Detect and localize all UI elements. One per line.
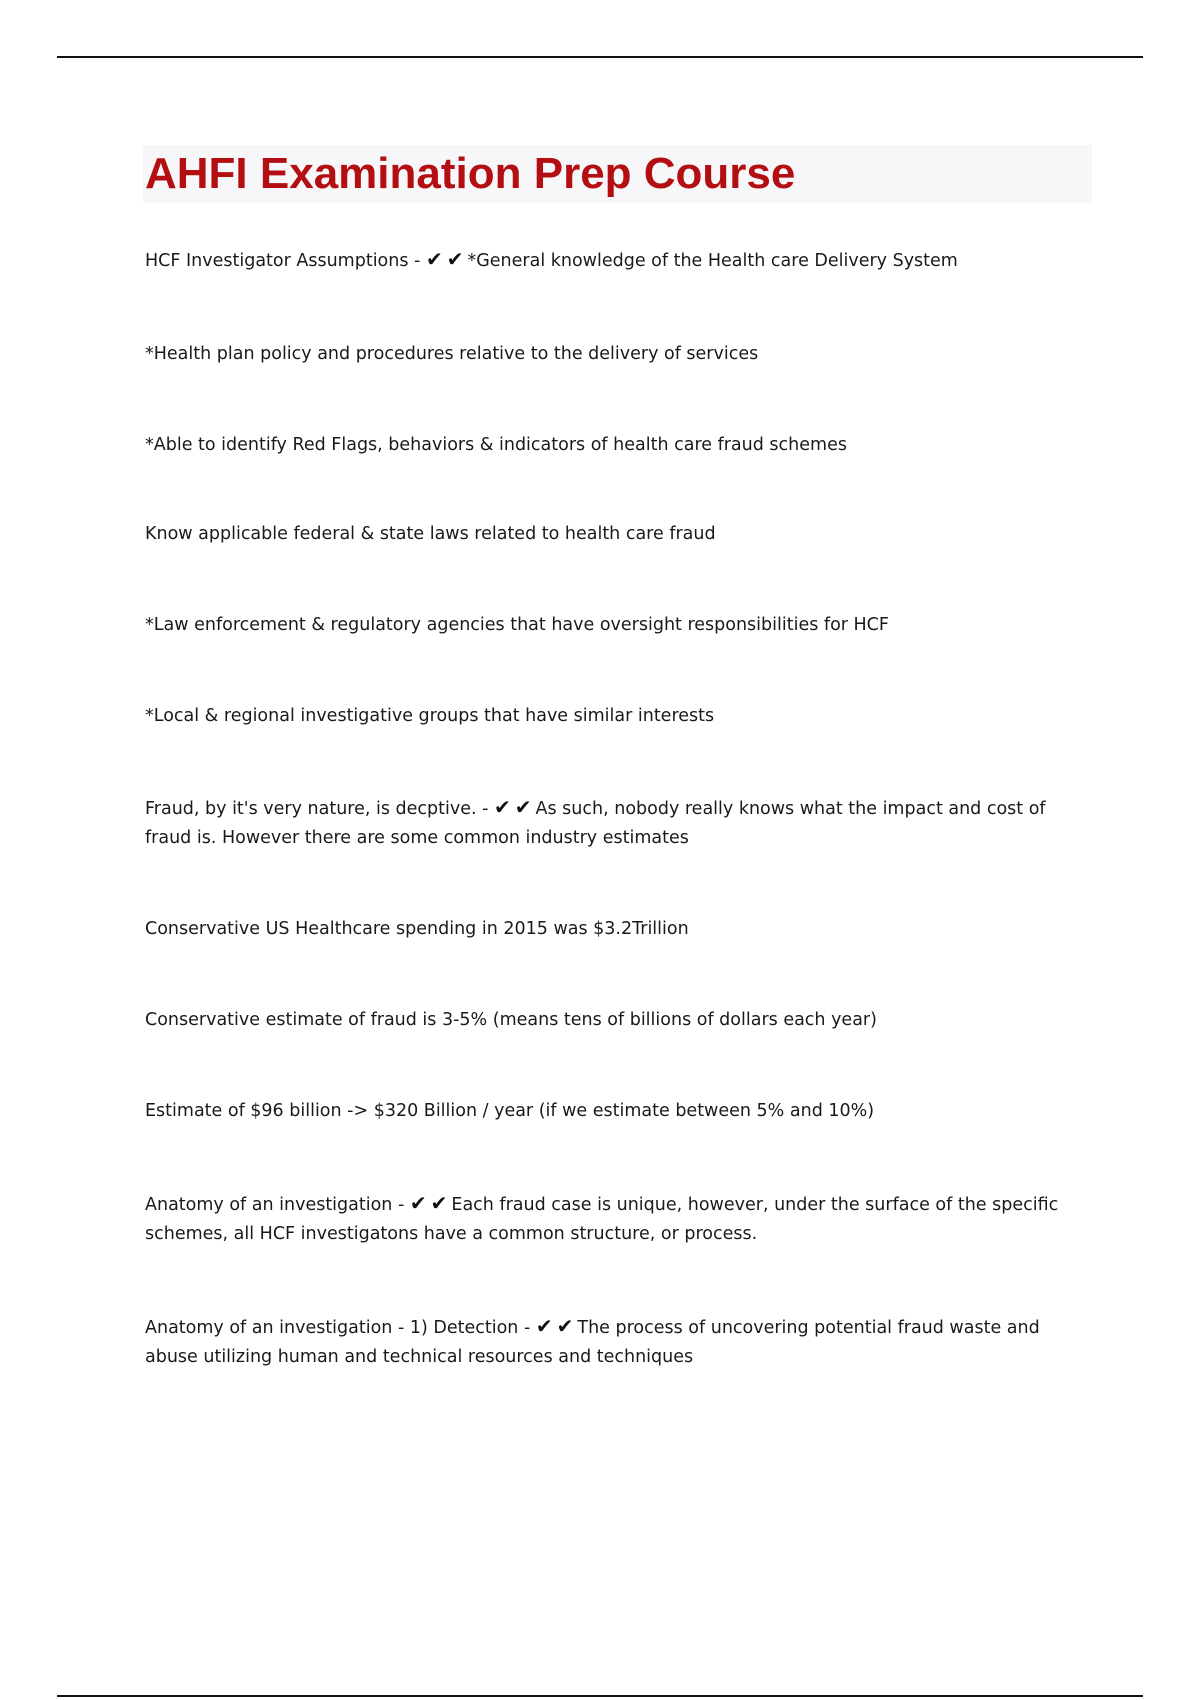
check-icon: ✔ bbox=[556, 1314, 574, 1338]
line-red-flags: *Able to identify Red Flags, behaviors & indicators of health care fraud schemes bbox=[145, 435, 847, 455]
line-health-plan-policy: *Health plan policy and procedures relative to the delivery of services bbox=[145, 344, 759, 364]
check-icon: ✔ bbox=[425, 247, 443, 271]
flashcard-hcf-investigator-assumptions bbox=[145, 247, 1095, 276]
top-rule bbox=[57, 56, 1143, 58]
card-answer: *General knowledge of the Health care Delivery System bbox=[467, 251, 958, 271]
card-term: Fraud, by it's very nature, is decptive. - bbox=[145, 799, 489, 819]
document-title: AHFI Examination Prep Course bbox=[145, 149, 796, 198]
line-law-enforcement: *Law enforcement & regulatory agencies that have oversight responsibilities for HCF bbox=[145, 615, 889, 635]
flashcard-anatomy-detection bbox=[145, 1314, 1095, 1372]
check-icon: ✔ bbox=[409, 1191, 427, 1215]
check-icon: ✔ bbox=[494, 795, 511, 819]
check-icon: ✔ bbox=[514, 795, 532, 819]
bottom-rule bbox=[57, 1695, 1143, 1697]
card-term: Anatomy of an investigation - 1) Detection - bbox=[145, 1318, 531, 1338]
line-us-healthcare-spending: Conservative US Healthcare spending in 2015 was $3.2Trillion bbox=[145, 919, 689, 939]
line-federal-state-laws: Know applicable federal & state laws related to health care fraud bbox=[145, 524, 716, 544]
line-fraud-estimate: Conservative estimate of fraud is 3-5% (means tens of billions of dollars each year) bbox=[145, 1010, 877, 1030]
line-local-regional-groups: *Local & regional investigative groups that have similar interests bbox=[145, 706, 715, 726]
card-term: Anatomy of an investigation - bbox=[145, 1195, 405, 1215]
line-fraud-range-estimate: Estimate of $96 billion -> $320 Billion / year (if we estimate between 5% and 10%) bbox=[145, 1101, 875, 1121]
card-answer: The process of uncovering potential fraud waste and abuse utilizing human and technical resources and techniques bbox=[145, 1318, 1040, 1367]
check-icon: ✔ bbox=[446, 247, 464, 271]
check-icon: ✔ bbox=[535, 1314, 553, 1338]
flashcard-anatomy-investigation bbox=[145, 1191, 1095, 1249]
check-icon: ✔ bbox=[430, 1191, 448, 1215]
card-answer: As such, nobody really knows what the impact and cost of fraud is. However there are some common industry estimates bbox=[145, 799, 1046, 848]
flashcard-fraud-deceptive bbox=[145, 795, 1095, 853]
card-answer: Each fraud case is unique, however, under the surface of the specific schemes, all HCF investigatons have a common structure, or process. bbox=[145, 1195, 1059, 1244]
card-term: HCF Investigator Assumptions - bbox=[145, 251, 421, 271]
